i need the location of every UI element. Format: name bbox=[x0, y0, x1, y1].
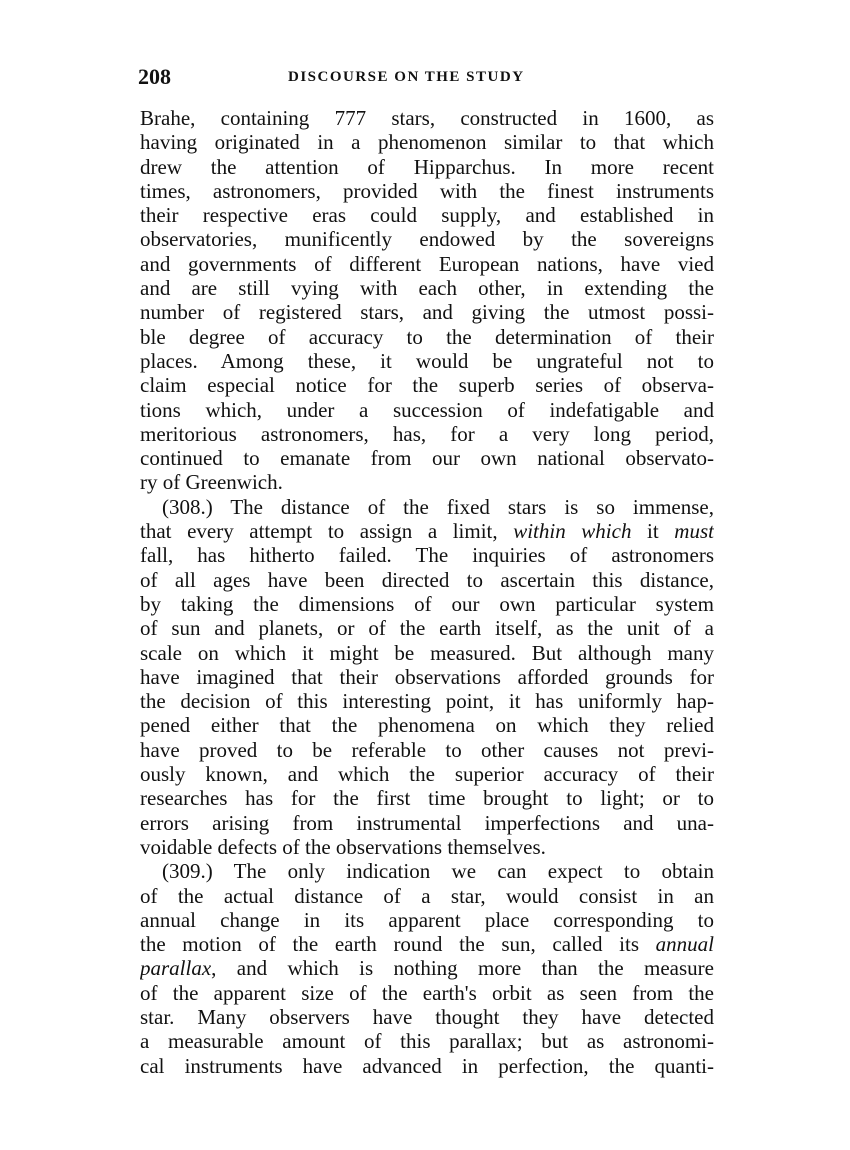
text-line: drew the attention of Hipparchus. In more recent bbox=[140, 154, 714, 179]
text-line: claim especial notice for the superb series of observa- bbox=[140, 373, 714, 398]
text-line: and are still vying with each other, in extending the bbox=[140, 276, 714, 301]
text-line: pened either that the phenomena on which they relied bbox=[140, 713, 714, 738]
italic-segment: annual bbox=[655, 932, 714, 957]
paragraph-309-start: (309.) The only indication we can expect to obtain bbox=[162, 859, 714, 884]
text-line: meritorious astronomers, has, for a very long period, bbox=[140, 421, 714, 446]
italic-segment: within which bbox=[513, 519, 632, 544]
text-line: fall, has hitherto failed. The inquiries of astronomers bbox=[140, 543, 714, 568]
text-line: continued to emanate from our own national observato- bbox=[140, 446, 714, 471]
text-line: and governments of different European nations, have vied bbox=[140, 251, 714, 276]
text-line: ously known, and which the superior accuracy of their bbox=[140, 762, 714, 787]
text-line: of sun and planets, or of the earth itself, as the unit of a bbox=[140, 616, 714, 641]
text-line: of all ages have been directed to ascertain this distance, bbox=[140, 567, 714, 592]
text-line: observatories, munificently endowed by the sovereigns bbox=[140, 227, 714, 252]
text-line-mixed bbox=[140, 932, 714, 956]
text-line: the decision of this interesting point, it has uniformly hap- bbox=[140, 689, 714, 714]
text-segment: , and which is nothing more than the measure bbox=[211, 956, 714, 981]
italic-segment: parallax bbox=[140, 956, 212, 981]
text-line: having originated in a phenomenon similar to that which bbox=[140, 130, 714, 155]
body-text bbox=[140, 106, 714, 1078]
page-header bbox=[138, 64, 718, 92]
text-line: of the apparent size of the earth's orbit as seen from the bbox=[140, 980, 714, 1005]
text-segment: that every attempt to assign a limit, bbox=[140, 519, 514, 544]
text-line: places. Among these, it would be ungrateful not to bbox=[140, 348, 714, 373]
running-head: DISCOURSE ON THE STUDY bbox=[288, 69, 525, 85]
text-line: tions which, under a succession of indefatigable and bbox=[140, 397, 714, 422]
italic-segment: must bbox=[674, 519, 714, 544]
text-line: number of registered stars, and giving the utmost possi- bbox=[140, 300, 714, 325]
text-line: Brahe, containing 777 stars, constructed in 1600, as bbox=[140, 106, 714, 130]
text-line-mixed bbox=[140, 519, 714, 543]
text-line: ble degree of accuracy to the determination of their bbox=[140, 324, 714, 349]
text-line: errors arising from instrumental imperfections and una- bbox=[140, 810, 714, 835]
text-line: of the actual distance of a star, would consist in an bbox=[140, 883, 714, 908]
text-line: annual change in its apparent place corresponding to bbox=[140, 907, 714, 932]
text-line-mixed bbox=[140, 956, 714, 980]
paragraph-308-start: (308.) The distance of the fixed stars is so immense, bbox=[162, 494, 714, 519]
text-line: times, astronomers, provided with the finest instruments bbox=[140, 178, 714, 203]
text-line: have proved to be referable to other causes not previ- bbox=[140, 737, 714, 762]
text-line: their respective eras could supply, and established in bbox=[140, 203, 714, 228]
text-line: a measurable amount of this parallax; but as astronomi- bbox=[140, 1029, 714, 1054]
text-line: researches has for the first time brought to light; or to bbox=[140, 786, 714, 811]
text-line: have imagined that their observations afforded grounds for bbox=[140, 664, 714, 689]
text-segment: the motion of the earth round the sun, called its bbox=[140, 932, 656, 957]
page-number: 208 bbox=[138, 64, 171, 89]
text-line: ry of Greenwich. bbox=[140, 470, 283, 495]
text-line: by taking the dimensions of our own particular system bbox=[140, 591, 714, 616]
text-line: scale on which it might be measured. But although many bbox=[140, 640, 714, 665]
text-segment: it bbox=[631, 519, 675, 544]
text-line: star. Many observers have thought they have detected bbox=[140, 1004, 714, 1029]
text-line: cal instruments have advanced in perfection, the quanti- bbox=[140, 1053, 714, 1078]
text-line: voidable defects of the observations themselves. bbox=[140, 834, 546, 859]
